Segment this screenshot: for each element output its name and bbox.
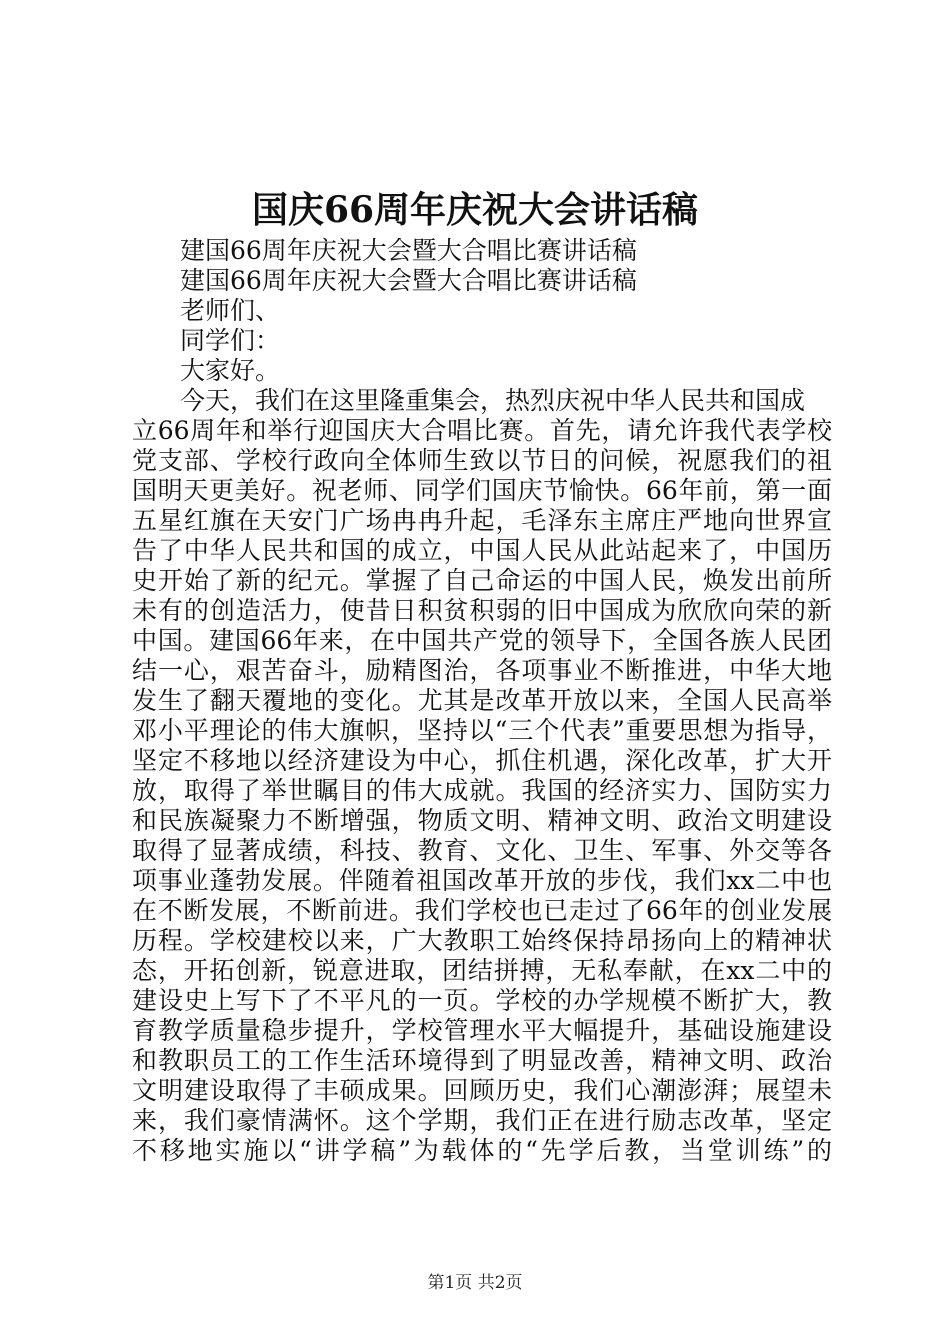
body-line: 国明天更美好。祝老师、同学们国庆节愉快。66年前，第一面 [132, 476, 832, 505]
body-line: 史开始了新的纪元。掌握了自己命运的中国人民，焕发出前所 [132, 566, 832, 595]
body-line: 和民族凝聚力不断增强，物质文明、精神文明、政治文明建设 [132, 806, 832, 835]
body-line: 取得了显著成绩，科技、教育、文化、卫生、军事、外交等各 [132, 836, 832, 865]
body-line: 中国。建国66年来，在中国共产党的领导下，全国各族人民团 [132, 626, 832, 655]
subtitle-line: 建国66周年庆祝大会暨大合唱比赛讲话稿 [180, 236, 637, 265]
subtitle-line: 建国66周年庆祝大会暨大合唱比赛讲话稿 [180, 266, 637, 295]
body-line: 五星红旗在天安门广场冉冉升起，毛泽东主席庄严地向世界宣 [132, 506, 832, 535]
body-line: 文明建设取得了丰硕成果。回顾历史，我们心潮澎湃；展望未 [132, 1076, 832, 1105]
page-footer: 第1页 共2页 [427, 1273, 523, 1293]
body-line: 未有的创造活力，使昔日积贫积弱的旧中国成为欣欣向荣的新 [132, 596, 832, 625]
body-line: 结一心，艰苦奋斗，励精图治，各项事业不断推进，中华大地 [132, 656, 832, 685]
body-line: 坚定不移地以经济建设为中心，抓住机遇，深化改革，扩大开 [132, 746, 832, 775]
body-line: 发生了翻天覆地的变化。尤其是改革开放以来，全国人民高举 [132, 686, 832, 715]
body-line: 党支部、学校行政向全体师生致以节日的问候，祝愿我们的祖 [132, 446, 832, 475]
body-line: 告了中华人民共和国的成立，中国人民从此站起来了，中国历 [132, 536, 832, 565]
body-line: 历程。学校建校以来，广大教职工始终保持昂扬向上的精神状 [132, 926, 832, 955]
salutation-line: 同学们： [180, 326, 281, 355]
body-line: 和教职员工的工作生活环境得到了明显改善，精神文明、政治 [132, 1046, 832, 1075]
body-line: 不移地实施以“讲学稿”为载体的“先学后教，当堂训练”的 [132, 1136, 832, 1165]
body-line: 建设史上写下了不平凡的一页。学校的办学规模不断扩大，教 [132, 986, 832, 1015]
body-line: 育教学质量稳步提升，学校管理水平大幅提升，基础设施建设 [132, 1016, 832, 1045]
body-line: 来，我们豪情满怀。这个学期，我们正在进行励志改革，坚定 [132, 1106, 832, 1135]
document-body [132, 236, 832, 1166]
body-line: 项事业蓬勃发展。伴随着祖国改革开放的步伐，我们xx二中也 [132, 866, 832, 895]
body-line: 放，取得了举世瞩目的伟大成就。我国的经济实力、国防实力 [132, 776, 832, 805]
body-line: 态，开拓创新，锐意进取，团结拼搏，无私奉献，在xx二中的 [132, 956, 832, 985]
body-line: 在不断发展，不断前进。我们学校也已走过了66年的创业发展 [132, 896, 832, 925]
salutation-line: 老师们、 [180, 296, 281, 325]
document-title: 国庆66周年庆祝大会讲话稿 [251, 189, 699, 231]
body-line: 立66周年和举行迎国庆大合唱比赛。首先，请允许我代表学校 [132, 416, 832, 445]
body-line: 邓小平理论的伟大旗帜，坚持以“三个代表”重要思想为指导， [132, 716, 832, 745]
body-line: 今天，我们在这里隆重集会，热烈庆祝中华人民共和国成 [180, 386, 806, 415]
greeting-line: 大家好。 [180, 356, 281, 385]
